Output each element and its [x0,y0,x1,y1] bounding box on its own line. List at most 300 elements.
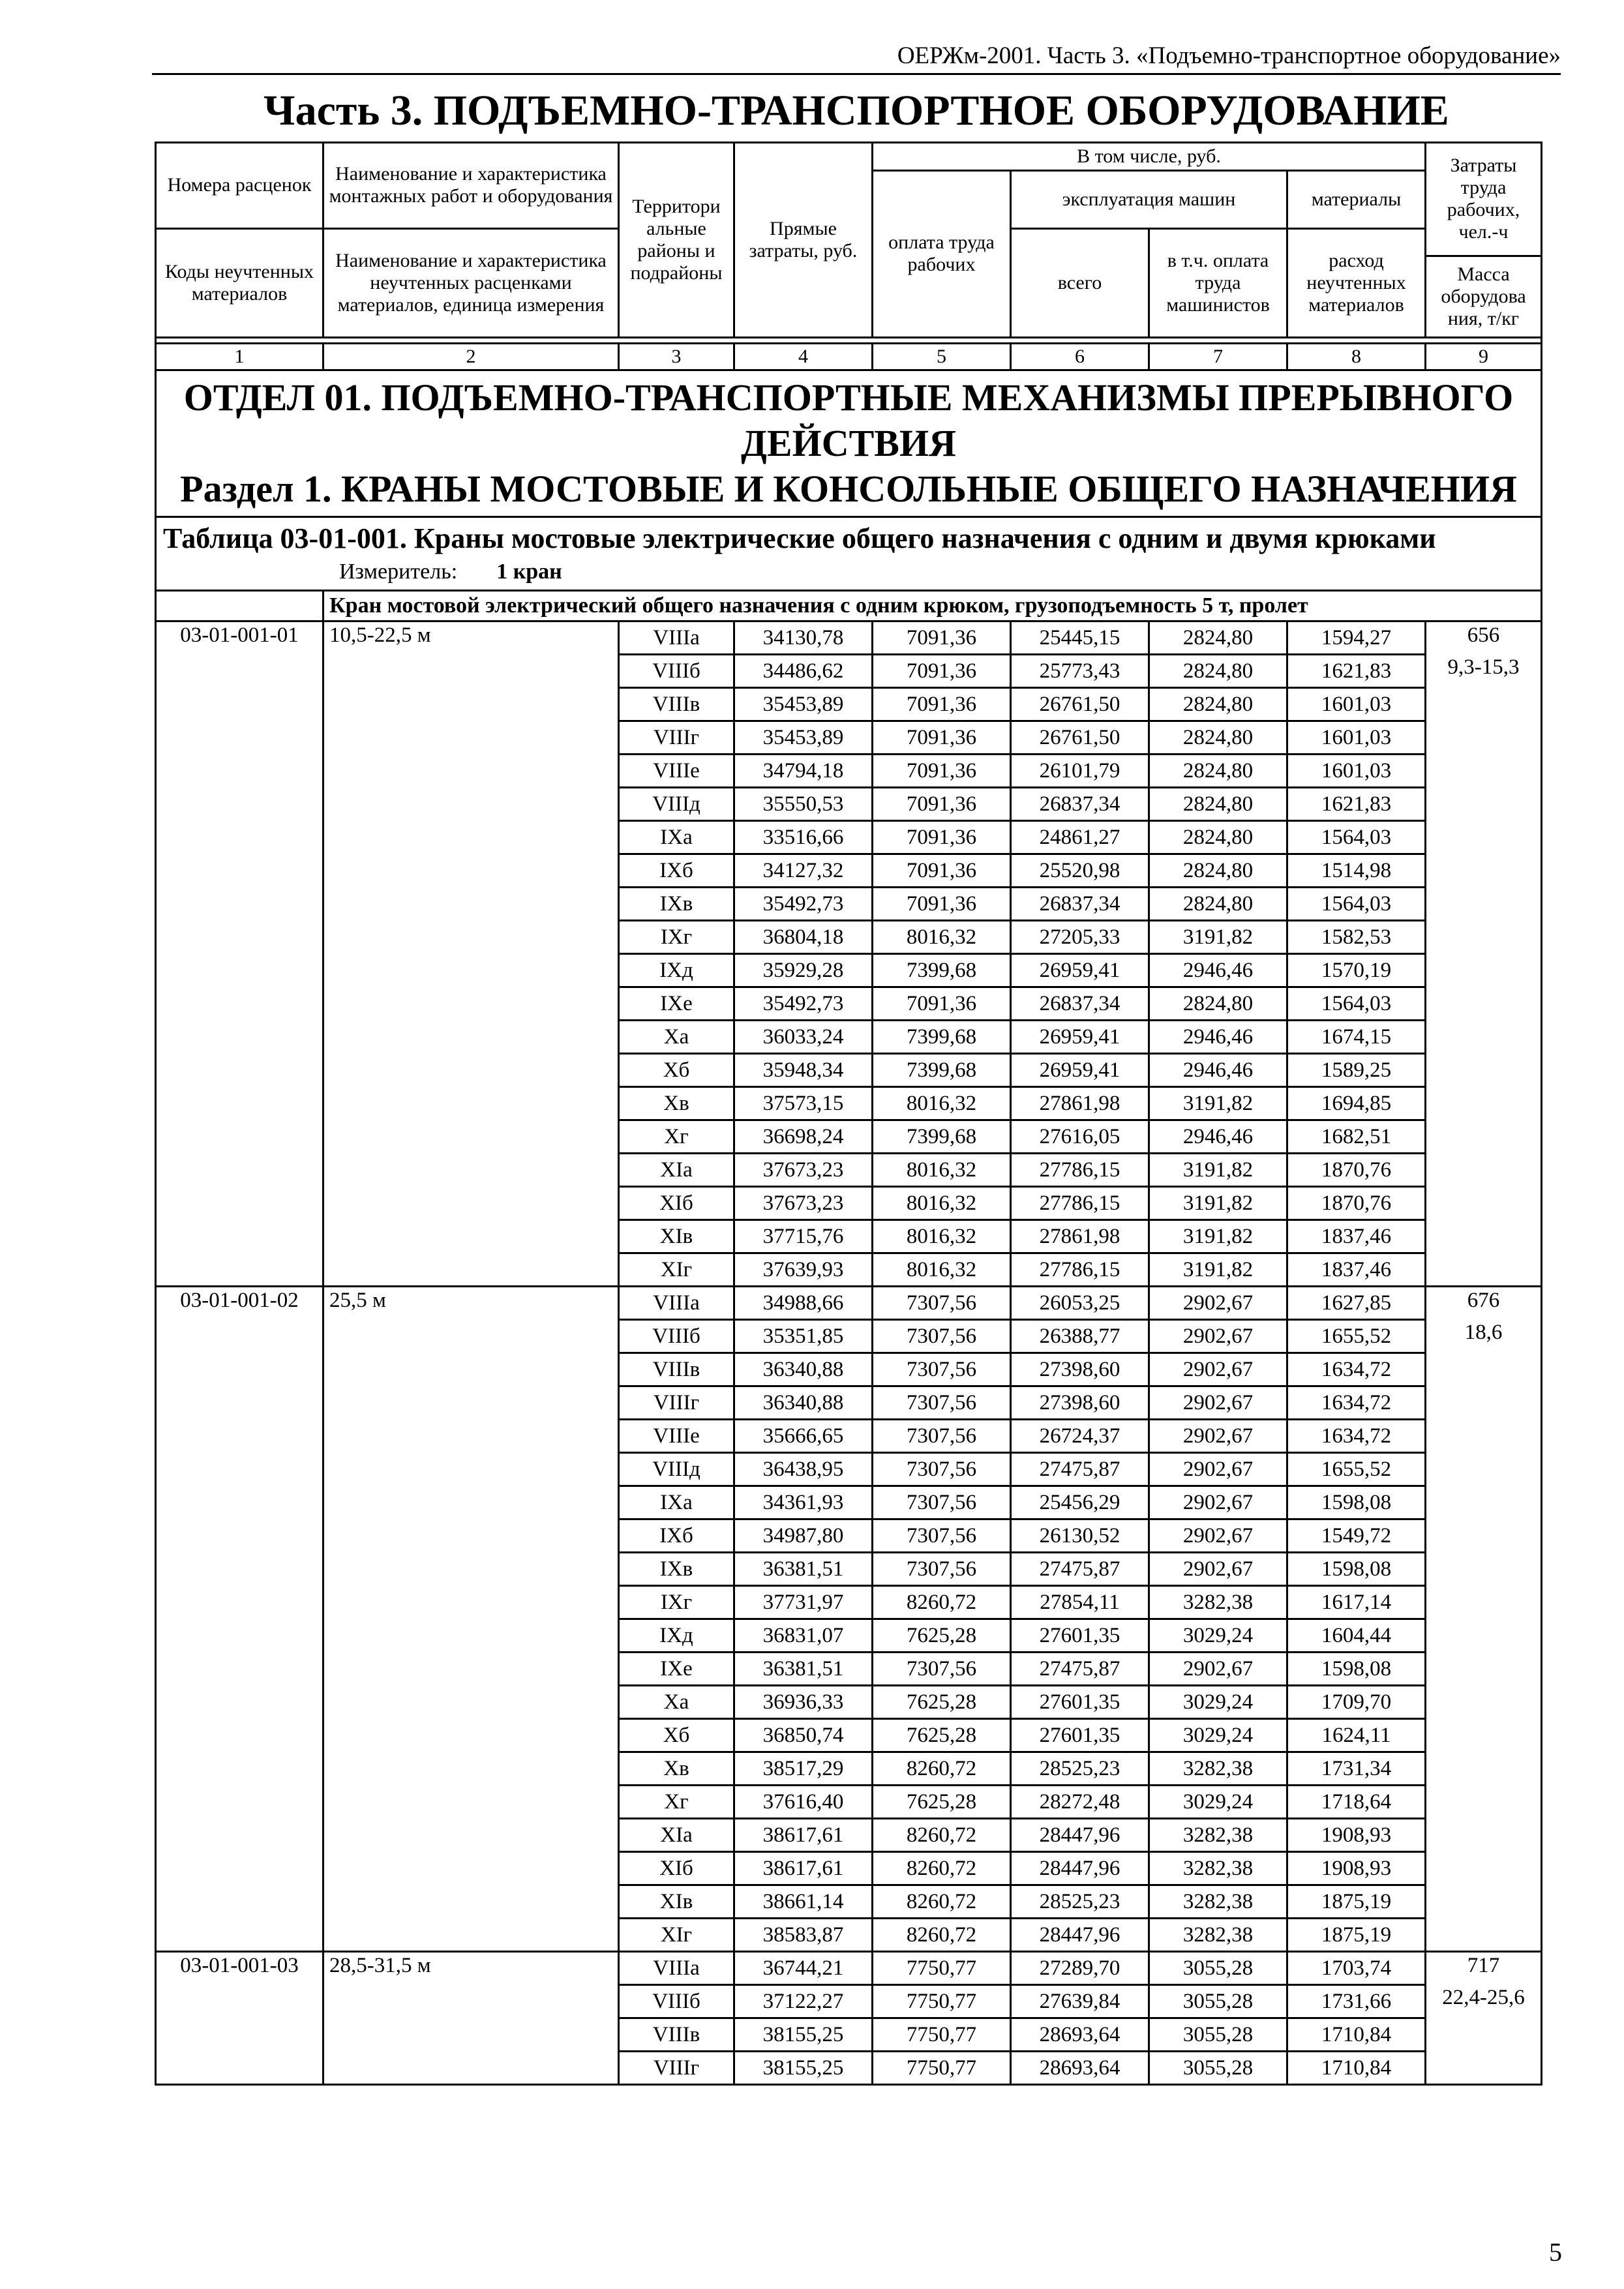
direct-cost: 36850,74 [734,1718,873,1752]
labor-pay: 7399,68 [873,1120,1011,1153]
rate-code [156,1885,323,1918]
table-row [156,987,1542,1020]
region: XIг [619,1918,734,1951]
machinist-pay: 2824,80 [1149,621,1287,654]
labor-mass [1426,1253,1542,1286]
labor-mass [1426,1120,1542,1153]
table-row [156,1386,1542,1419]
machines-total: 26761,50 [1011,721,1149,754]
machines-total: 27601,35 [1011,1619,1149,1652]
rate-code [156,1419,323,1452]
materials-cost: 1908,93 [1287,1851,1426,1885]
rate-code: 03-01-001-02 [156,1286,323,1319]
direct-cost: 36831,07 [734,1619,873,1652]
work-name [323,1552,619,1585]
region: VIIIг [619,721,734,754]
machinist-pay: 2824,80 [1149,887,1287,920]
region: Xв [619,1752,734,1785]
region: VIIIе [619,754,734,787]
table-row [156,1120,1542,1153]
machines-total: 27786,15 [1011,1253,1149,1286]
machinist-pay: 2902,67 [1149,1286,1287,1319]
labor-mass [1426,1386,1542,1419]
labor-mass [1426,1419,1542,1452]
machinist-pay: 3282,38 [1149,1752,1287,1785]
work-name [323,787,619,820]
region: Xб [619,1053,734,1086]
labor-pay: 7091,36 [873,754,1011,787]
rate-code [156,1818,323,1851]
labor-mass: 18,6 [1426,1319,1542,1353]
machines-total: 25445,15 [1011,621,1149,654]
labor-pay: 7750,77 [873,1951,1011,1984]
labor-pay: 7091,36 [873,854,1011,887]
table-row [156,1984,1542,2018]
machines-total: 27639,84 [1011,1984,1149,2018]
crane-description-row [156,590,1542,621]
header-gap [156,337,1542,343]
direct-cost: 35666,65 [734,1419,873,1452]
work-name [323,754,619,787]
labor-pay: 7307,56 [873,1353,1011,1386]
region: IXа [619,1486,734,1519]
labor-pay: 7307,56 [873,1452,1011,1486]
materials-cost: 1601,03 [1287,687,1426,721]
direct-cost: 35351,85 [734,1319,873,1353]
machinist-pay: 3055,28 [1149,1984,1287,2018]
machinist-pay: 3191,82 [1149,1219,1287,1253]
direct-cost: 36438,95 [734,1452,873,1486]
work-name [323,1752,619,1785]
labor-mass [1426,1086,1542,1120]
rate-code [156,1619,323,1652]
table-row [156,920,1542,953]
rate-code [156,987,323,1020]
machines-total: 26053,25 [1011,1286,1149,1319]
machinist-pay: 2902,67 [1149,1353,1287,1386]
page-number: 5 [1549,2237,1562,2267]
materials-cost: 1718,64 [1287,1785,1426,1818]
rate-code [156,1652,323,1685]
region: Xа [619,1685,734,1718]
labor-mass [1426,987,1542,1020]
measure-value: 1 кран [496,559,562,584]
direct-cost: 35492,73 [734,887,873,920]
work-name [323,987,619,1020]
work-name [323,1153,619,1186]
work-name [323,1353,619,1386]
machinist-pay: 3191,82 [1149,1153,1287,1186]
direct-cost: 35929,28 [734,953,873,987]
table-row [156,1519,1542,1552]
rate-code [156,1020,323,1053]
labor-mass [1426,1153,1542,1186]
work-name: 10,5-22,5 м [323,621,619,654]
region: IXе [619,987,734,1020]
region: VIIIг [619,1386,734,1419]
labor-pay: 7091,36 [873,621,1011,654]
rate-code [156,1918,323,1951]
rate-code [156,1452,323,1486]
direct-cost: 38617,61 [734,1851,873,1885]
work-name [323,1020,619,1053]
work-name [323,1386,619,1419]
machinist-pay: 2902,67 [1149,1652,1287,1685]
work-name [323,920,619,953]
labor-pay: 7091,36 [873,987,1011,1020]
work-name [323,654,619,687]
direct-cost: 37616,40 [734,1785,873,1818]
machinist-pay: 2902,67 [1149,1386,1287,1419]
region: VIIIа [619,1286,734,1319]
materials-cost: 1570,19 [1287,953,1426,987]
machines-total: 25520,98 [1011,854,1149,887]
table-row [156,854,1542,887]
table-row [156,1885,1542,1918]
machinist-pay: 2946,46 [1149,953,1287,987]
materials-cost: 1627,85 [1287,1286,1426,1319]
labor-pay: 7750,77 [873,1984,1011,2018]
col-number: 3 [619,343,734,370]
table-row [156,1086,1542,1120]
table-row [156,1785,1542,1818]
region: IXб [619,854,734,887]
materials-cost: 1870,76 [1287,1186,1426,1219]
machines-total: 27289,70 [1011,1951,1149,1984]
work-name [323,1818,619,1851]
region: XIг [619,1253,734,1286]
materials-cost: 1875,19 [1287,1918,1426,1951]
rate-code [156,1486,323,1519]
col-number: 1 [156,343,323,370]
table-heading [156,516,1542,590]
work-name [323,1851,619,1885]
rate-code [156,920,323,953]
table-row [156,1253,1542,1286]
region: VIIIв [619,2018,734,2051]
region: Xг [619,1120,734,1153]
labor-mass [1426,1818,1542,1851]
work-name [323,1419,619,1452]
table-row [156,1020,1542,1053]
table-row [156,1851,1542,1885]
machines-total: 26959,41 [1011,1020,1149,1053]
materials-cost: 1634,72 [1287,1419,1426,1452]
machines-total: 28272,48 [1011,1785,1149,1818]
labor-pay: 7625,28 [873,1785,1011,1818]
crane-description: Кран мостовой электрический общего назначения с одним крюком, грузоподъемность 5 т, пролет [323,590,1542,621]
machinist-pay: 3191,82 [1149,1253,1287,1286]
materials-cost: 1582,53 [1287,920,1426,953]
region: IXе [619,1652,734,1685]
labor-mass [1426,687,1542,721]
rate-code [156,1319,323,1353]
table-row [156,1685,1542,1718]
table-row [156,787,1542,820]
table-row [156,953,1542,987]
region: VIIIб [619,654,734,687]
work-name [323,1186,619,1219]
machinist-pay: 2902,67 [1149,1486,1287,1519]
labor-mass [1426,721,1542,754]
work-name [323,1253,619,1286]
page-title: Часть 3. ПОДЪЕМНО-ТРАНСПОРТНОЕ ОБОРУДОВАНИЕ [263,87,1449,134]
group-header: В том числе, руб. [873,143,1426,171]
labor-mass [1426,920,1542,953]
machines-total: 26388,77 [1011,1319,1149,1353]
running-header: ОЕРЖм-2001. Часть 3. «Подъемно-транспортное оборудование» [152,43,1561,75]
col3-header: Территори альные районы и подрайоны [619,143,734,338]
table-row [156,1486,1542,1519]
col9-top-header: Затраты труда рабочих, чел.-ч [1426,143,1542,256]
region: IXд [619,953,734,987]
direct-cost: 38155,25 [734,2051,873,2084]
direct-cost: 35453,89 [734,687,873,721]
labor-pay: 8016,32 [873,920,1011,953]
labor-pay: 7091,36 [873,787,1011,820]
direct-cost: 34361,93 [734,1486,873,1519]
region: IXа [619,820,734,854]
machinist-pay: 3029,24 [1149,1619,1287,1652]
labor-mass [1426,2051,1542,2084]
machines-total: 26959,41 [1011,1053,1149,1086]
region: IXг [619,920,734,953]
table-row [156,1951,1542,1984]
table-title: Таблица 03-01-001. Краны мостовые электрические общего назначения с одним и двумя крюками [163,522,1436,554]
region: Xа [619,1020,734,1053]
work-name [323,1219,619,1253]
labor-mass: 22,4-25,6 [1426,1984,1542,2018]
direct-cost: 36698,24 [734,1120,873,1153]
rate-code [156,1219,323,1253]
machinist-pay: 2902,67 [1149,1519,1287,1552]
machines-total: 26724,37 [1011,1419,1149,1452]
work-name [323,721,619,754]
rate-code [156,1120,323,1153]
materials-header: материалы [1287,171,1426,229]
materials-cost: 1564,03 [1287,887,1426,920]
machinist-pay: 3282,38 [1149,1918,1287,1951]
materials-cost: 1694,85 [1287,1086,1426,1120]
materials-cost: 1549,72 [1287,1519,1426,1552]
machines-total: 26130,52 [1011,1519,1149,1552]
region: VIIIд [619,787,734,820]
labor-pay: 7307,56 [873,1286,1011,1319]
rate-code [156,1851,323,1885]
region: XIа [619,1153,734,1186]
direct-cost: 36744,21 [734,1951,873,1984]
rate-code [156,721,323,754]
rate-code [156,1718,323,1752]
machines-total: 27861,98 [1011,1086,1149,1120]
labor-pay: 7091,36 [873,721,1011,754]
direct-cost: 38155,25 [734,2018,873,2051]
machines-total: 24861,27 [1011,820,1149,854]
materials-cost: 1594,27 [1287,621,1426,654]
labor-pay: 7307,56 [873,1552,1011,1585]
materials-cost: 1709,70 [1287,1685,1426,1718]
labor-pay: 7307,56 [873,1519,1011,1552]
rate-code: 03-01-001-03 [156,1951,323,1984]
labor-pay: 8260,72 [873,1885,1011,1918]
region: VIIIб [619,1984,734,2018]
materials-cost: 1598,08 [1287,1652,1426,1685]
rate-code [156,754,323,787]
work-name [323,953,619,987]
region: VIIIа [619,1951,734,1984]
col4-header: Прямые затраты, руб. [734,143,873,338]
materials-cost: 1621,83 [1287,787,1426,820]
work-name [323,1718,619,1752]
col-number: 2 [323,343,619,370]
direct-cost: 38583,87 [734,1918,873,1951]
table-row [156,754,1542,787]
work-name [323,887,619,920]
machines-total: 27601,35 [1011,1718,1149,1752]
division-title: ОТДЕЛ 01. ПОДЪЕМНО-ТРАНСПОРТНЫЕ МЕХАНИЗМЫ ПРЕРЫВНОГО ДЕЙСТВИЯ [183,376,1514,464]
table-row [156,1053,1542,1086]
table-row [156,1552,1542,1585]
direct-cost: 38617,61 [734,1818,873,1851]
direct-cost: 37673,23 [734,1153,873,1186]
machines-total: 27786,15 [1011,1186,1149,1219]
rate-code [156,1186,323,1219]
machinist-pay: 2902,67 [1149,1419,1287,1452]
labor-pay: 7399,68 [873,1020,1011,1053]
direct-cost: 38661,14 [734,1885,873,1918]
region: VIIIе [619,1419,734,1452]
col8-header: расход неучтенных материалов [1287,228,1426,337]
region: XIб [619,1186,734,1219]
direct-cost: 33516,66 [734,820,873,854]
labor-mass [1426,1552,1542,1585]
table-row [156,1752,1542,1785]
table-row [156,654,1542,687]
machines-total: 28447,96 [1011,1818,1149,1851]
division-row [156,370,1542,516]
labor-mass [1426,953,1542,987]
table-row [156,820,1542,854]
materials-cost: 1731,66 [1287,1984,1426,2018]
labor-mass [1426,787,1542,820]
machines-total: 27398,60 [1011,1353,1149,1386]
materials-cost: 1589,25 [1287,1053,1426,1086]
work-name [323,1885,619,1918]
col2-top-header: Наименование и характеристика монтажных работ и оборудования [323,143,619,229]
work-name [323,1452,619,1486]
machines-total: 27398,60 [1011,1386,1149,1419]
machines-total: 26959,41 [1011,953,1149,987]
machinist-pay: 2946,46 [1149,1020,1287,1053]
work-name [323,1486,619,1519]
labor-mass [1426,1752,1542,1785]
table-row [156,1918,1542,1951]
labor-mass: 676 [1426,1286,1542,1319]
region: Xв [619,1086,734,1120]
materials-cost: 1875,19 [1287,1885,1426,1918]
direct-cost: 36381,51 [734,1552,873,1585]
table-row [156,1353,1542,1386]
labor-pay: 7091,36 [873,654,1011,687]
materials-cost: 1598,08 [1287,1486,1426,1519]
machinist-pay: 2824,80 [1149,721,1287,754]
materials-cost: 1621,83 [1287,654,1426,687]
machines-total: 27616,05 [1011,1120,1149,1153]
machines-total: 26837,34 [1011,987,1149,1020]
materials-cost: 1682,51 [1287,1120,1426,1153]
region: IXг [619,1585,734,1619]
table-row [156,621,1542,654]
materials-cost: 1837,46 [1287,1253,1426,1286]
work-name [323,1652,619,1685]
table-row [156,1818,1542,1851]
labor-pay: 8016,32 [873,1253,1011,1286]
materials-cost: 1908,93 [1287,1818,1426,1851]
materials-cost: 1710,84 [1287,2051,1426,2084]
direct-cost: 36033,24 [734,1020,873,1053]
subsection-title: Раздел 1. КРАНЫ МОСТОВЫЕ И КОНСОЛЬНЫЕ ОБЩЕГО НАЗНАЧЕНИЯ [180,467,1517,510]
labor-mass [1426,2018,1542,2051]
materials-cost: 1731,34 [1287,1752,1426,1785]
machinist-pay: 2824,80 [1149,754,1287,787]
region: XIб [619,1851,734,1885]
machines-header: эксплуатация машин [1011,171,1287,229]
materials-cost: 1601,03 [1287,721,1426,754]
labor-mass [1426,754,1542,787]
region: IXд [619,1619,734,1652]
region: VIIIг [619,2051,734,2084]
labor-pay: 7307,56 [873,1419,1011,1452]
table-row [156,1652,1542,1685]
machinist-pay: 3282,38 [1149,1885,1287,1918]
machines-total: 25773,43 [1011,654,1149,687]
materials-cost: 1703,74 [1287,1951,1426,1984]
machines-total: 27601,35 [1011,1685,1149,1718]
labor-mass [1426,1020,1542,1053]
machines-total: 28693,64 [1011,2018,1149,2051]
table-row [156,721,1542,754]
rate-code [156,1386,323,1419]
labor-mass [1426,1718,1542,1752]
rate-code [156,1053,323,1086]
materials-cost: 1634,72 [1287,1386,1426,1419]
work-name: 28,5-31,5 м [323,1951,619,1984]
machinist-pay: 2824,80 [1149,687,1287,721]
col-number: 8 [1287,343,1426,370]
rate-code: 03-01-001-01 [156,621,323,654]
machinist-pay: 3282,38 [1149,1585,1287,1619]
labor-mass [1426,1885,1542,1918]
table-row [156,1186,1542,1219]
table-row [156,1619,1542,1652]
machines-total: 26837,34 [1011,787,1149,820]
labor-pay: 7625,28 [873,1685,1011,1718]
rate-code [156,1685,323,1718]
machinist-pay: 3191,82 [1149,920,1287,953]
work-name [323,820,619,854]
machines-total: 28525,23 [1011,1885,1149,1918]
machines-total: 28447,96 [1011,1851,1149,1885]
region: XIв [619,1219,734,1253]
machinist-pay: 3282,38 [1149,1818,1287,1851]
labor-pay: 7091,36 [873,887,1011,920]
machines-total: 26837,34 [1011,887,1149,920]
labor-mass [1426,1519,1542,1552]
labor-mass [1426,887,1542,920]
work-name [323,1685,619,1718]
rate-code [156,1984,323,2018]
direct-cost: 36804,18 [734,920,873,953]
